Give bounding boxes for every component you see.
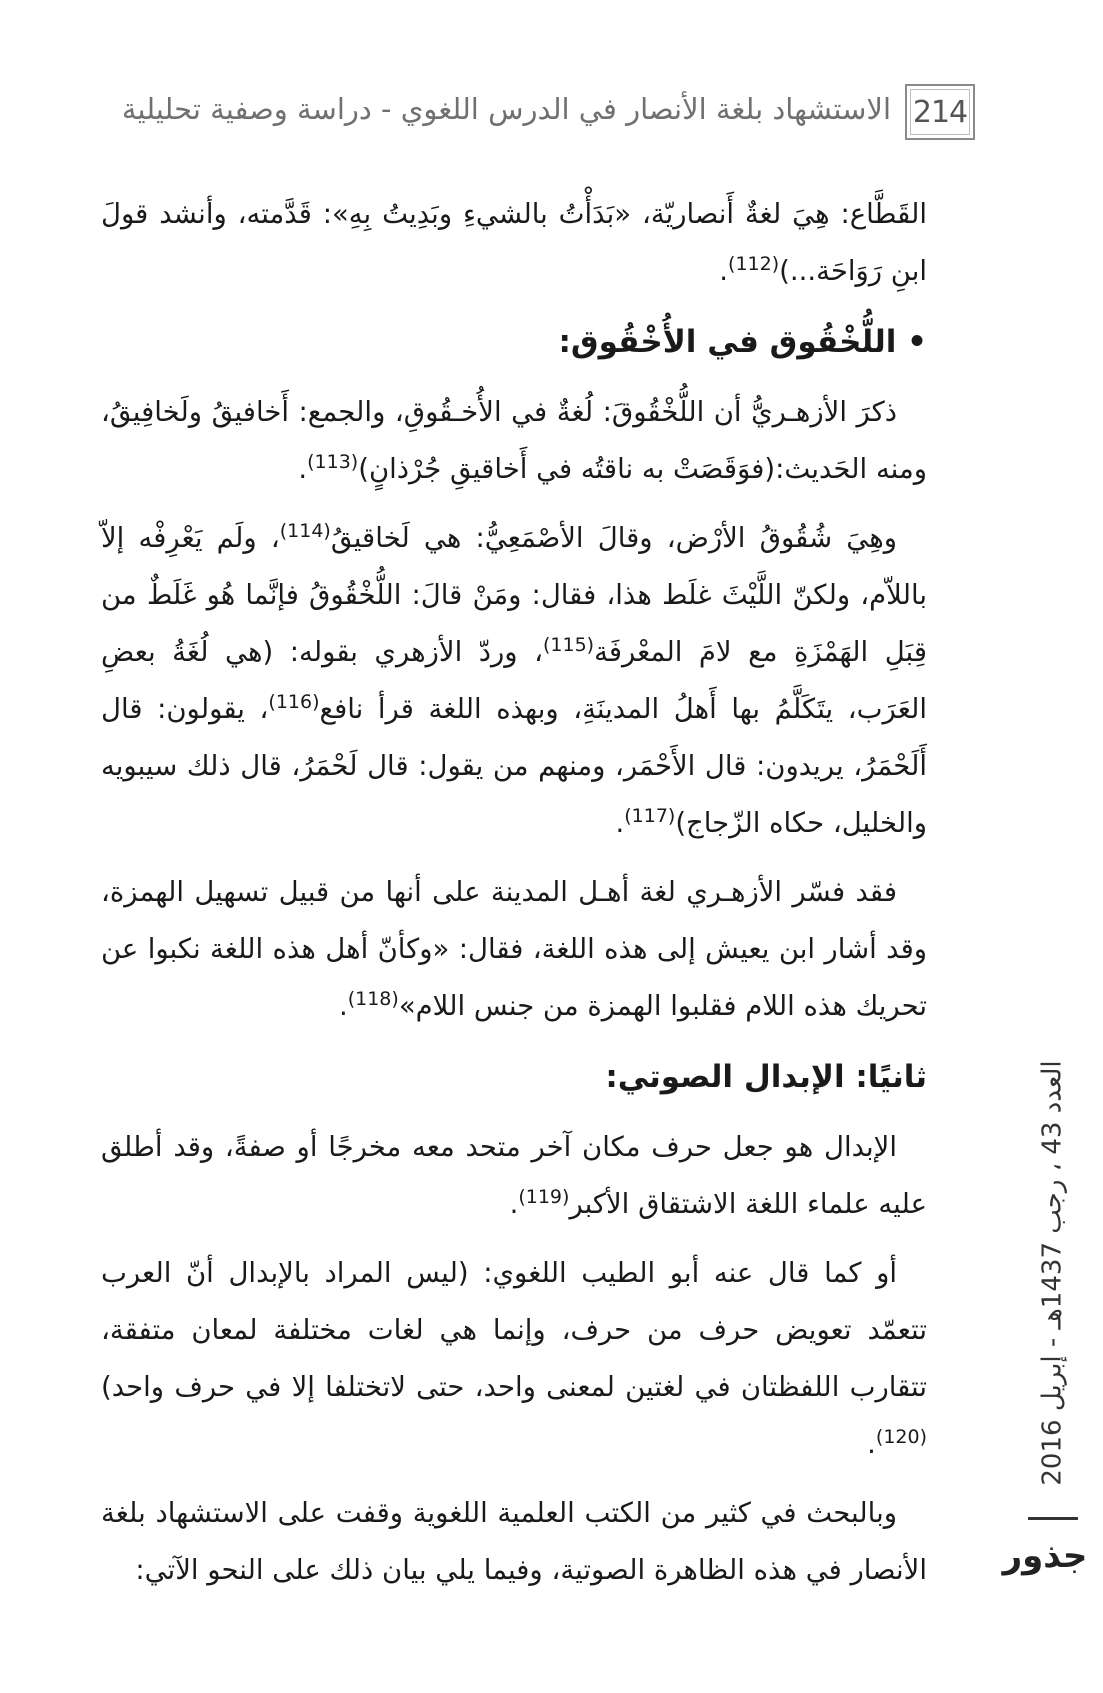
- footnote-ref: (115): [542, 633, 595, 656]
- paragraph: أو كما قال عنه أبو الطيب اللغوي: (ليس المراد بالإبدال أنّ العرب تتعمّد تعويض حرف من حرف، وإنما هي لغات مختلفة لمعان متفقة، تتقارب اللفظتان في لغتين لمعنى واحد، حتى لاتختلفا إلا في حرف واحد)$^{(120)}$.: [101, 1257, 927, 1460]
- section-heading: ثانيًا: الإبدال الصوتي:: [605, 1059, 927, 1095]
- article-body: [101, 186, 927, 1611]
- paragraph: الإبدال هو جعل حرف مكان آخر متحد معه مخرجًا أو صفةً، وقد أطلق عليه علماء اللغة الاشتقاق الأكبر$^{(119)}$.: [101, 1131, 927, 1220]
- footnote-ref: (120): [875, 1425, 927, 1448]
- footnote-ref: (113): [307, 450, 359, 473]
- footnote-ref: (117): [624, 804, 676, 827]
- page-number: 214: [905, 84, 975, 140]
- paragraph: فقد فسّر الأزهـري لغة أهـل المدينة على أنها من قبيل تسهيل الهمزة، وقد أشار ابن يعيش إلى هذه اللغة، فقال: «وكأنّ أهل هذه اللغة نكبوا عن تحريك هذه اللام فقلبوا الهمزة من جنس اللام»$^{(118)}$.: [101, 876, 927, 1022]
- paragraph: وبالبحث في كثير من الكتب العلمية اللغوية وقفت على الاستشهاد بلغة الأنصار في هذه الظاهرة الصوتية، وفيما يلي بيان ذلك على النحو الآتي:: [101, 1497, 927, 1586]
- footnote-ref: (112): [728, 252, 780, 275]
- divider: [1028, 1517, 1078, 1520]
- bullet-heading: • اللُّخْقُوق في الأُخْقُوق:: [558, 324, 927, 360]
- issue-date: العدد 43 ، رجب 1437هـ - إبريل 2016: [1038, 1059, 1068, 1486]
- footnote-ref: (116): [268, 690, 320, 713]
- journal-logo: جذور: [1002, 1536, 1088, 1576]
- paragraph: ذكرَ الأزهـريُّ أن اللُّخْقُوقَ: لُغةٌ في الأُخـقُوقِ، والجمع: أَخافيقُ ولَخافِيقُ، ومنه الحَديث:(فوَقَصَتْ به ناقتُه في أَخاقيقِ جُرْذانٍ)$^{(113)}$.: [101, 396, 927, 485]
- footnote-ref: (119): [518, 1185, 570, 1208]
- footnote-ref: (114): [279, 519, 331, 542]
- paragraph: وهِيَ شُقُوقُ الأرْض، وقالَ الأصْمَعِيُّ: هي لَخاقيقُ$^{(114)}$، ولَم يَعْرِفْه إلاّ باللاّم، ولكنّ اللَّيْثَ غلَط هذا، فقال: ومَنْ قالَ: اللُّخْقُوقُ فإنَّما هُو غَلَطٌ من قِبَلِ الهَمْزَةِ مع لامَ المعْرفَة$^{(115)}$، وردّ الأزهري بقوله: (هي لُغَةُ بعضِ العَرَب، يتَكَلَّمُ بها أَهلُ المدينَةِ، وبهذه اللغة قرأ نافع$^{(116)}$، يقولون: قال أَلَحْمَرُ، يريدون: قال الأَحْمَر، ومنهم من يقول: قال لَحْمَرُ، قال ذلك سيبويه والخليل، حكاه الزّجاج)$^{(117)}$.: [101, 519, 927, 839]
- footnote-ref: (118): [347, 987, 399, 1010]
- running-title: الاستشهاد بلغة الأنصار في الدرس اللغوي - دراسة وصفية تحليلية: [121, 92, 891, 126]
- paragraph: القَطَّاع: هِيَ لغةٌ أَنصاريّة، «بَدَأْتُ بالشيءِ وبَدِيتُ بِهِ»: قَدَّمته، وأنشد قولَ ابنِ رَوَاحَة...)$^{(112)}$.: [101, 198, 927, 287]
